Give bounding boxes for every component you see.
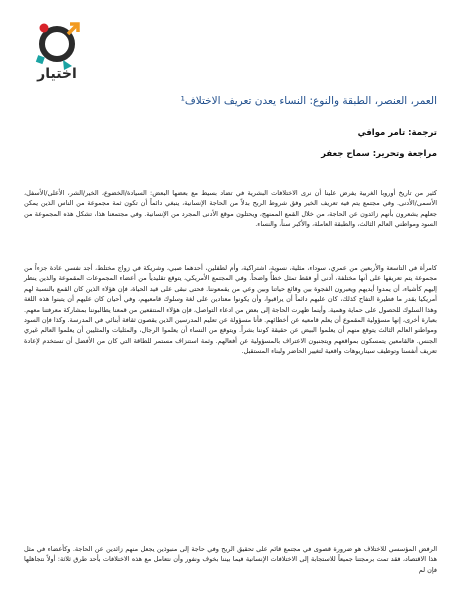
paragraph-1: كثير من تاريخ أوروبا الغربية يفرض علينا أن نرى الاختلافات البشرية في تضاد بسيط مع بعضها البعض: السيادة/الخضوع، الخير/الشر، الأعلى/الأسفل، الأسمى/الأدنى. وفي مجتمع يتم فيه تعريف الخير وفق شروط الربح بدلاً من الحاجة الإنسانية، ينبغي دائماً أن تكون ثمة مجموعة من الناس الذين يمكن جعلهم يشعرون بأنهم زائدون عن الحاجة، من خلال القمع الممنهج، ويحتلون موقع الأدنى المجرد من الإنسانية. وفي مجتمعنا هذا، تشكل هذه المجموعة من السود ومواطني العالم الثالث، والطبقة العاملة، والأكبر سناً، والنساء. (24, 189, 437, 229)
review-credit: مراجعة وتحرير: سماح جعفر (321, 149, 437, 159)
article-title: العمر، العنصر، الطبقة والنوع: النساء يعدن تعريف الاختلاف¹ (180, 95, 437, 107)
logo-dot-red (40, 24, 49, 33)
paragraph-2: كامرأة في التاسعة والأربعين من عمري، سوداء، مثلية، نسوية، اشتراكية، وأم لطفلين، أحدهما صبي، وشريكة في زواج مختلط، أجد نفسي عادة جزءاً من مجموعة يتم تعريفها على أنها مختلفة، أدنى أو فقط تمثل خطأً واضحاً. وفي المجتمع الأمريكي، يتوقع تقليدياً من أعضاء المجموعات المقموعة والذين ينظر إليهم كأشياء، أن يمدوا أيديهم ويعبرون الفجوة بين وقائع حياتنا وبين وعي من يقمعوننا. فحتى نبقى على قيد الحياة، فإن هؤلاء الذين كان القمع بالنسبة لهم أمريكيا بقدر ما فطيرة التفاح كذلك، كان عليهم دائماً أن يراقبوا، وأن يكونوا معتادين على لغة وسلوك قامعيهم، وفي أحيان كان عليهم أن يتبنوا هذه اللغة وهذا السلوك للحصول على حماية وهمية. وأينما ظهرت الحاجة إلى بعض من ادعاء التواصل، فإن هؤلاء المنتفعين من قمعنا يطالبوننا بمشاركة معرفتنا معهم. بعبارة أخرى، إنها مسؤولية المقموع أن يعلم قامعيه عن أخطائهم. فأنا مسؤولة عن تعليم المدرسين الذين يقصون ثقافة أبنائي في المدرسة. وكذا فإن السود ومواطنو العالم الثالث يتوقع منهم أن يعلموا البيض عن حقيقة كوننا بشراً. ويتوقع من النساء أن يعلموا الرجال، والمثليات والمثليين أن يعلموا العالم غيري الجنس. فالقامعين يتمسكون بمواقعهم ويتجنبون الاعتراف بالمسؤولية عن أفعالهم. وثمة استنزاف مستمر للطاقة التي كان من الأفضل أن تستخدم لإعادة تعريف أنفسنا وتوظيف سيناريوهات واقعية لتغيير الحاضر ولبناء المستقبل. (24, 264, 437, 356)
translation-credit: ترجمة: تامر موافي (357, 128, 437, 138)
logo-square-teal (36, 55, 45, 64)
logo-wordmark: اختيار (37, 66, 77, 82)
paragraph-3: الرفض المؤسسي للاختلاف هو ضرورة قصوى في مجتمع قائم على تحقيق الربح وفي حاجة إلى منبوذين يجعل منهم زائدين عن الحاجة. وكأعضاء في مثل هذا الاقتصاد، فقد تمت برمجتنا جميعاً للاستجابة إلى الاختلافات الإنسانية فيما بيننا بخوف ونفور وأن نتعامل مع هذه الاختلافات بأحد طرق ثلاثة: أولاً نتجاهلها فإن لم (24, 545, 437, 574)
